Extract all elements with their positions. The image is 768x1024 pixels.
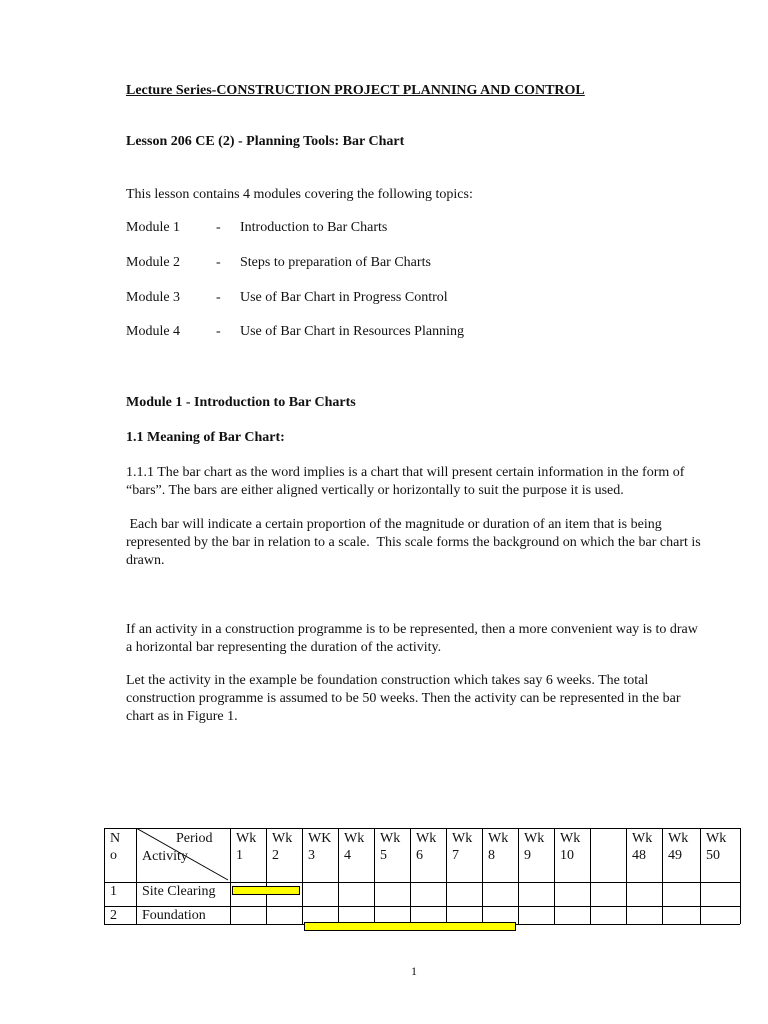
table-grid-line: [700, 828, 701, 924]
page-number: 1: [411, 964, 417, 978]
week-header: [416, 830, 436, 864]
module-dash: -: [216, 290, 221, 305]
module-title: Use of Bar Chart in Progress Control: [240, 290, 448, 305]
module-number: Module 1: [126, 220, 181, 235]
week-header: [236, 830, 256, 864]
table-grid-line: [338, 828, 339, 924]
series-title: -CONSTRUCTION PROJECT PLANNING AND CONTROL: [211, 83, 585, 98]
subsection-heading: 1.1 Meaning of Bar Chart:: [126, 430, 285, 445]
bar-chart-table: [104, 828, 740, 924]
week-header-label: Wk: [452, 831, 473, 846]
paragraph: Let the activity in the example be foundation construction which takes say 6 weeks. The total construction programme is assumed to be 50 weeks. Then the activity can be represented in the bar chart as in Figure 1.: [126, 673, 681, 724]
week-header-number: 5: [380, 848, 387, 863]
week-header-label: Wk: [668, 831, 689, 846]
row-number: 2: [110, 908, 117, 923]
week-header: [380, 830, 400, 864]
module-dash: -: [216, 220, 221, 235]
table-grid-line: [104, 882, 740, 883]
no-header: [110, 830, 120, 864]
module-number: Module 3: [126, 290, 181, 305]
table-grid-line: [482, 828, 483, 924]
table-grid-line: [554, 828, 555, 924]
activity-label: Activity: [142, 849, 188, 864]
module-title: Use of Bar Chart in Resources Planning: [240, 324, 464, 339]
week-header-number: 2: [272, 848, 279, 863]
row-activity: Foundation: [142, 908, 206, 923]
week-header: [524, 830, 544, 864]
table-grid-line: [518, 828, 519, 924]
no-header-line1: N: [110, 831, 121, 846]
table-grid-line: [626, 828, 627, 924]
module-dash: -: [216, 324, 221, 339]
table-grid-line: [104, 828, 105, 924]
week-header-label: Wk: [236, 831, 257, 846]
week-header-label: Wk: [488, 831, 509, 846]
module-number: Module 2: [126, 255, 181, 270]
table-grid-line: [230, 828, 231, 924]
week-header-number: 6: [416, 848, 423, 863]
series-label: Lecture Series: [126, 83, 212, 98]
table-grid-line: [740, 828, 741, 924]
week-header-number: 48: [632, 848, 646, 863]
no-header-line2: o: [110, 848, 117, 863]
week-header-number: 49: [668, 848, 682, 863]
week-header-label: Wk: [524, 831, 545, 846]
lecture-series-heading: [126, 82, 585, 100]
week-header: [632, 830, 652, 864]
week-header-number: 50: [706, 848, 720, 863]
week-header-number: 9: [524, 848, 531, 863]
row-number: 1: [110, 884, 117, 899]
table-grid-line: [446, 828, 447, 924]
table-grid-line: [136, 828, 137, 924]
row-activity: Site Clearing: [142, 884, 216, 899]
week-header-label: Wk: [416, 831, 437, 846]
week-header-number: 8: [488, 848, 495, 863]
activity-bar: [304, 922, 516, 931]
week-header-number: 10: [560, 848, 574, 863]
paragraph: If an activity in a construction programme is to be represented, then a more convenient way is to draw a horizontal bar representing the duration of the activity.: [126, 622, 698, 655]
table-grid-line: [302, 828, 303, 924]
table-grid-line: [266, 828, 267, 924]
week-header: [308, 830, 331, 864]
activity-bar: [232, 886, 300, 895]
week-header: [452, 830, 472, 864]
table-grid-line: [662, 828, 663, 924]
week-header-number: 3: [308, 848, 315, 863]
paragraph: 1.1.1 The bar chart as the word implies is a chart that will present certain information in the form of “bars”. The bars are either aligned vertically or horizontally to suit the purpose it is used.: [126, 465, 685, 498]
period-label: Period: [176, 831, 213, 846]
week-header: [706, 830, 726, 864]
module-number: Module 4: [126, 324, 181, 339]
week-header-number: 1: [236, 848, 243, 863]
week-header-label: WK: [308, 831, 332, 846]
week-header-label: Wk: [706, 831, 727, 846]
week-header: [272, 830, 292, 864]
table-grid-line: [410, 828, 411, 924]
week-header-label: Wk: [272, 831, 293, 846]
intro-text: This lesson contains 4 modules covering the following topics:: [126, 187, 473, 202]
week-header-number: 7: [452, 848, 459, 863]
week-header-label: Wk: [344, 831, 365, 846]
table-grid-line: [104, 906, 740, 907]
week-header: [488, 830, 508, 864]
module-title: Introduction to Bar Charts: [240, 220, 388, 235]
week-header-label: Wk: [380, 831, 401, 846]
week-header: [560, 830, 580, 864]
table-grid-line: [104, 828, 740, 829]
week-header: [668, 830, 688, 864]
module-dash: -: [216, 255, 221, 270]
module-title: Steps to preparation of Bar Charts: [240, 255, 431, 270]
table-grid-line: [374, 828, 375, 924]
week-header-number: 4: [344, 848, 351, 863]
paragraph: Each bar will indicate a certain proportion of the magnitude or duration of an item that is being represented by the bar in relation to a scale. This scale forms the background on which the bar chart is drawn.: [126, 517, 705, 568]
table-grid-line: [590, 828, 591, 924]
lesson-title: Lesson 206 CE (2) - Planning Tools: Bar Chart: [126, 134, 405, 149]
week-header-label: Wk: [560, 831, 581, 846]
week-header-label: Wk: [632, 831, 653, 846]
section-heading: Module 1 - Introduction to Bar Charts: [126, 395, 356, 410]
week-header: [344, 830, 364, 864]
